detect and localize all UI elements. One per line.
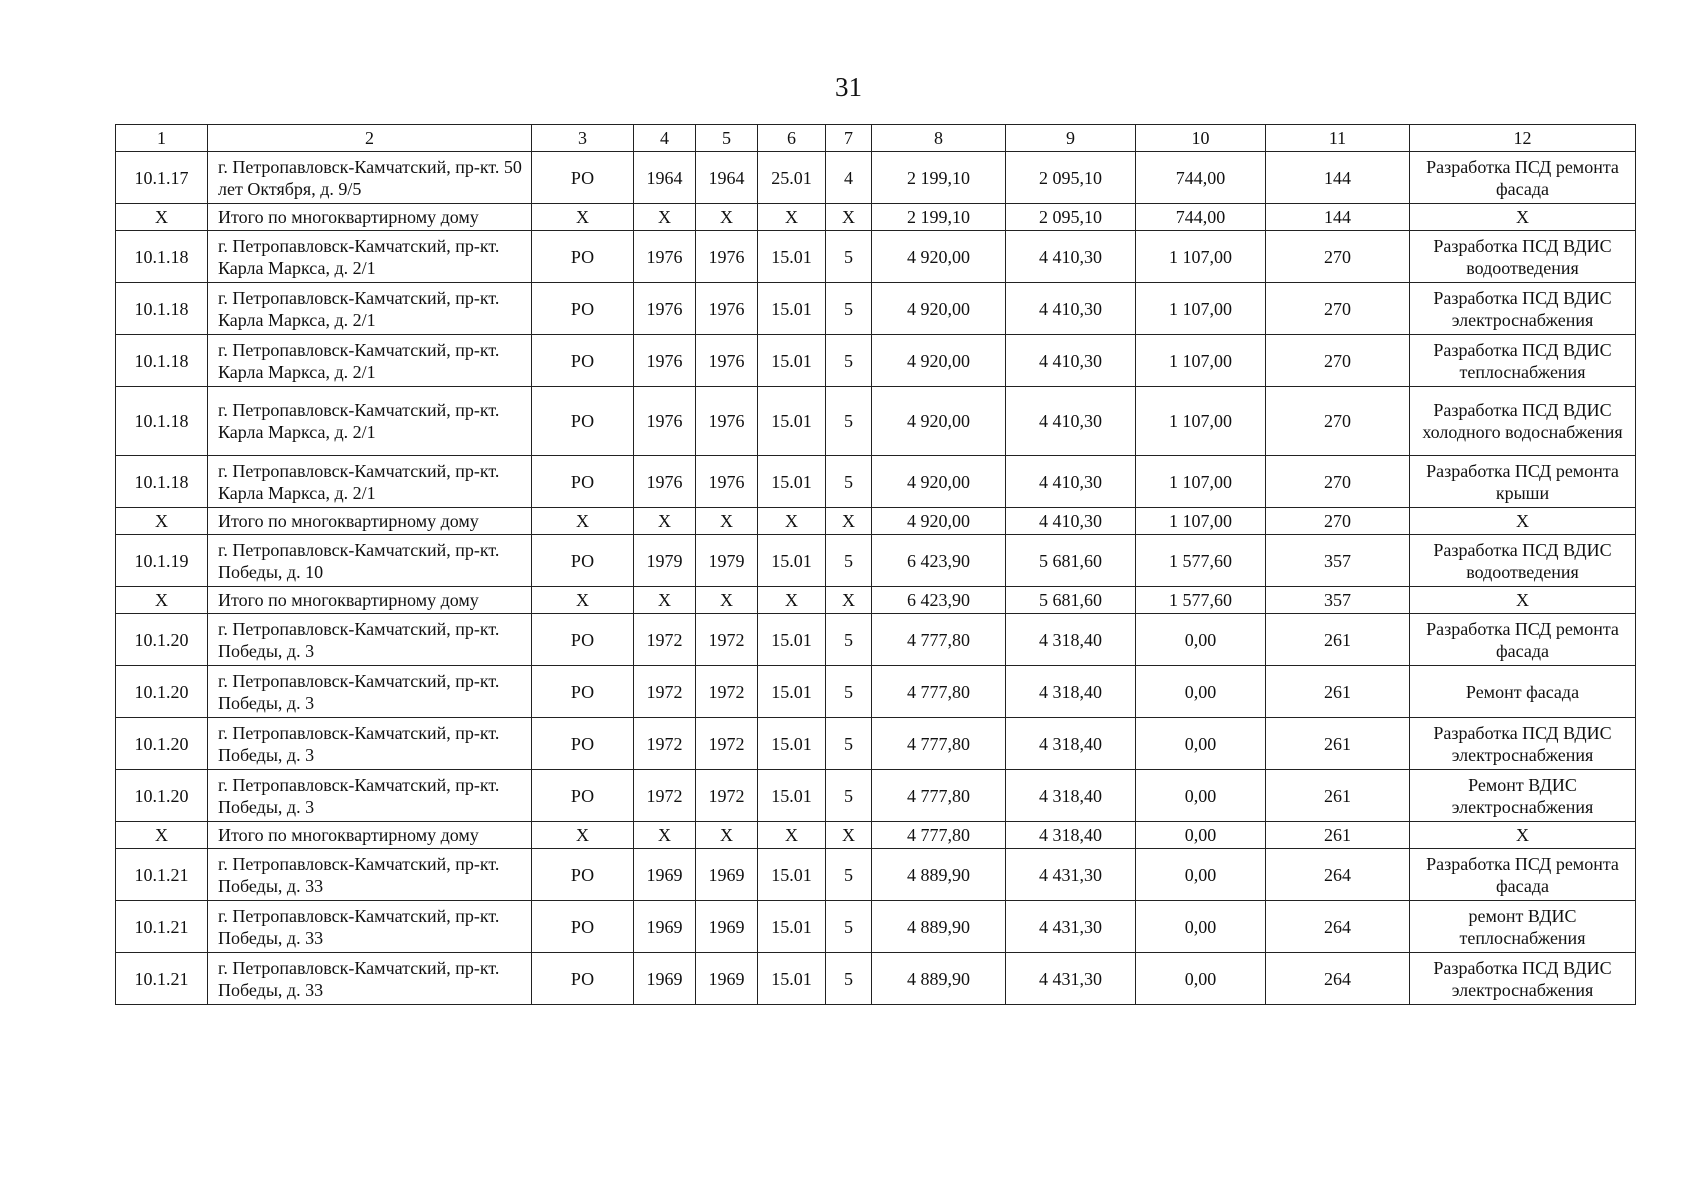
nonresidential-area-cell: 0,00 [1136,901,1266,953]
wall-material-cell: Х [758,587,826,614]
residents-count-cell: 270 [1266,335,1410,387]
floors-cell: 5 [826,953,872,1005]
address-cell: Итого по многоквартирному дому [208,822,532,849]
item-number-cell: 10.1.18 [116,283,208,335]
owner-type-cell: Х [532,822,634,849]
owner-type-cell: РО [532,614,634,666]
nonresidential-area-cell: 1 107,00 [1136,456,1266,508]
owner-type-cell: РО [532,901,634,953]
wall-material-cell: 15.01 [758,387,826,456]
total-area-cell: 4 777,80 [872,718,1006,770]
header-cell: 4 [634,125,696,152]
residential-area-cell: 4 318,40 [1006,822,1136,849]
table-row [116,152,1636,204]
item-number-cell: 10.1.21 [116,953,208,1005]
residential-area-cell: 4 318,40 [1006,718,1136,770]
year-commissioned-cell: 1969 [696,849,758,901]
owner-type-cell: РО [532,849,634,901]
nonresidential-area-cell: 0,00 [1136,614,1266,666]
table-row [116,718,1636,770]
address-cell: г. Петропавловск-Камчатский, пр-кт. Карла Маркса, д. 2/1 [208,335,532,387]
residents-count-cell: 261 [1266,822,1410,849]
floors-cell: 5 [826,614,872,666]
address-cell: Итого по многоквартирному дому [208,587,532,614]
nonresidential-area-cell: 1 107,00 [1136,508,1266,535]
residential-area-cell: 4 318,40 [1006,770,1136,822]
total-area-cell: 4 920,00 [872,335,1006,387]
year-built-cell: Х [634,587,696,614]
work-type-cell: Разработка ПСД ВДИС электроснабжения [1410,953,1636,1005]
wall-material-cell: 15.01 [758,614,826,666]
year-built-cell: Х [634,508,696,535]
header-cell: 7 [826,125,872,152]
residents-count-cell: 264 [1266,849,1410,901]
year-commissioned-cell: 1969 [696,901,758,953]
work-type-cell: Разработка ПСД ВДИС водоотведения [1410,535,1636,587]
table-row [116,231,1636,283]
residential-area-cell: 4 318,40 [1006,614,1136,666]
residents-count-cell: 261 [1266,666,1410,718]
wall-material-cell: 15.01 [758,901,826,953]
nonresidential-area-cell: 744,00 [1136,152,1266,204]
owner-type-cell: РО [532,456,634,508]
nonresidential-area-cell: 1 107,00 [1136,387,1266,456]
wall-material-cell: 15.01 [758,718,826,770]
address-cell: г. Петропавловск-Камчатский, пр-кт. 50 лет Октября, д. 9/5 [208,152,532,204]
total-row [116,587,1636,614]
wall-material-cell: 15.01 [758,456,826,508]
total-row [116,822,1636,849]
nonresidential-area-cell: 0,00 [1136,849,1266,901]
work-type-cell: Х [1410,822,1636,849]
floors-cell: 5 [826,335,872,387]
item-number-cell: 10.1.18 [116,231,208,283]
nonresidential-area-cell: 0,00 [1136,770,1266,822]
work-type-cell: Разработка ПСД ремонта фасада [1410,614,1636,666]
residential-area-cell: 5 681,60 [1006,587,1136,614]
header-cell: 2 [208,125,532,152]
total-area-cell: 4 777,80 [872,614,1006,666]
work-type-cell: Х [1410,204,1636,231]
address-cell: г. Петропавловск-Камчатский, пр-кт. Победы, д. 3 [208,718,532,770]
header-cell: 8 [872,125,1006,152]
total-area-cell: 4 889,90 [872,849,1006,901]
residential-area-cell: 4 410,30 [1006,456,1136,508]
floors-cell: Х [826,822,872,849]
wall-material-cell: 15.01 [758,535,826,587]
nonresidential-area-cell: 1 107,00 [1136,283,1266,335]
wall-material-cell: Х [758,822,826,849]
year-commissioned-cell: 1976 [696,387,758,456]
year-commissioned-cell: 1976 [696,231,758,283]
header-row [116,125,1636,152]
address-cell: г. Петропавловск-Камчатский, пр-кт. Победы, д. 33 [208,849,532,901]
address-cell: г. Петропавловск-Камчатский, пр-кт. Победы, д. 3 [208,614,532,666]
owner-type-cell: РО [532,152,634,204]
work-type-cell: Х [1410,508,1636,535]
residents-count-cell: 270 [1266,231,1410,283]
floors-cell: 5 [826,901,872,953]
address-cell: г. Петропавловск-Камчатский, пр-кт. Карла Маркса, д. 2/1 [208,456,532,508]
floors-cell: Х [826,508,872,535]
header-cell: 3 [532,125,634,152]
nonresidential-area-cell: 1 577,60 [1136,587,1266,614]
work-type-cell: Разработка ПСД ВДИС водоотведения [1410,231,1636,283]
residents-count-cell: 270 [1266,283,1410,335]
floors-cell: 5 [826,770,872,822]
header-cell: 9 [1006,125,1136,152]
floors-cell: 5 [826,283,872,335]
year-built-cell: 1964 [634,152,696,204]
total-area-cell: 4 777,80 [872,666,1006,718]
total-area-cell: 4 920,00 [872,508,1006,535]
owner-type-cell: Х [532,508,634,535]
table-row [116,456,1636,508]
residential-area-cell: 4 431,30 [1006,953,1136,1005]
year-built-cell: 1969 [634,953,696,1005]
year-built-cell: 1972 [634,666,696,718]
work-type-cell: Разработка ПСД ВДИС теплоснабжения [1410,335,1636,387]
work-type-cell: Разработка ПСД ВДИС электроснабжения [1410,718,1636,770]
nonresidential-area-cell: 0,00 [1136,718,1266,770]
residential-area-cell: 4 410,30 [1006,335,1136,387]
year-built-cell: 1976 [634,283,696,335]
wall-material-cell: 15.01 [758,666,826,718]
item-number-cell: 10.1.18 [116,335,208,387]
total-area-cell: 4 777,80 [872,770,1006,822]
residential-area-cell: 4 318,40 [1006,666,1136,718]
table-row [116,335,1636,387]
header-cell: 6 [758,125,826,152]
residential-area-cell: 2 095,10 [1006,152,1136,204]
floors-cell: Х [826,587,872,614]
wall-material-cell: Х [758,508,826,535]
table-row [116,666,1636,718]
owner-type-cell: РО [532,953,634,1005]
item-number-cell: 10.1.17 [116,152,208,204]
year-built-cell: 1972 [634,770,696,822]
nonresidential-area-cell: 1 577,60 [1136,535,1266,587]
item-number-cell: 10.1.20 [116,718,208,770]
nonresidential-area-cell: 1 107,00 [1136,231,1266,283]
total-area-cell: 4 889,90 [872,953,1006,1005]
owner-type-cell: РО [532,231,634,283]
total-row [116,508,1636,535]
table-row [116,283,1636,335]
wall-material-cell: 15.01 [758,953,826,1005]
residents-count-cell: 264 [1266,901,1410,953]
table-row [116,901,1636,953]
year-commissioned-cell: Х [696,822,758,849]
address-cell: г. Петропавловск-Камчатский, пр-кт. Карла Маркса, д. 2/1 [208,231,532,283]
year-commissioned-cell: 1972 [696,770,758,822]
owner-type-cell: РО [532,718,634,770]
year-commissioned-cell: Х [696,587,758,614]
residential-area-cell: 4 410,30 [1006,508,1136,535]
wall-material-cell: 15.01 [758,770,826,822]
page-number: 31 [835,72,862,102]
residents-count-cell: 270 [1266,387,1410,456]
address-cell: г. Петропавловск-Камчатский, пр-кт. Победы, д. 33 [208,953,532,1005]
year-commissioned-cell: 1972 [696,718,758,770]
table-row [116,953,1636,1005]
item-number-cell: Х [116,508,208,535]
floors-cell: 5 [826,849,872,901]
work-type-cell: Разработка ПСД ремонта фасада [1410,849,1636,901]
residents-count-cell: 357 [1266,535,1410,587]
residential-area-cell: 4 410,30 [1006,283,1136,335]
owner-type-cell: Х [532,204,634,231]
total-row [116,204,1636,231]
year-built-cell: 1972 [634,614,696,666]
residential-area-cell: 4 410,30 [1006,231,1136,283]
table-row [116,849,1636,901]
year-built-cell: Х [634,204,696,231]
header-cell: 1 [116,125,208,152]
residents-count-cell: 261 [1266,718,1410,770]
year-commissioned-cell: 1976 [696,456,758,508]
year-built-cell: 1969 [634,849,696,901]
year-built-cell: 1976 [634,335,696,387]
residents-count-cell: 270 [1266,456,1410,508]
item-number-cell: 10.1.18 [116,456,208,508]
year-built-cell: 1969 [634,901,696,953]
owner-type-cell: РО [532,387,634,456]
item-number-cell: 10.1.20 [116,614,208,666]
residents-count-cell: 261 [1266,614,1410,666]
header-cell: 12 [1410,125,1636,152]
work-type-cell: Разработка ПСД ВДИС электроснабжения [1410,283,1636,335]
nonresidential-area-cell: 1 107,00 [1136,335,1266,387]
address-cell: Итого по многоквартирному дому [208,508,532,535]
residents-count-cell: 357 [1266,587,1410,614]
floors-cell: 4 [826,152,872,204]
year-built-cell: 1976 [634,456,696,508]
nonresidential-area-cell: 744,00 [1136,204,1266,231]
total-area-cell: 4 920,00 [872,387,1006,456]
owner-type-cell: РО [532,283,634,335]
address-cell: г. Петропавловск-Камчатский, пр-кт. Карла Маркса, д. 2/1 [208,387,532,456]
item-number-cell: 10.1.20 [116,666,208,718]
work-type-cell: Ремонт фасада [1410,666,1636,718]
floors-cell: 5 [826,666,872,718]
residential-area-cell: 4 410,30 [1006,387,1136,456]
year-commissioned-cell: 1969 [696,953,758,1005]
table-row [116,387,1636,456]
owner-type-cell: РО [532,335,634,387]
item-number-cell: 10.1.21 [116,901,208,953]
address-cell: г. Петропавловск-Камчатский, пр-кт. Победы, д. 33 [208,901,532,953]
owner-type-cell: Х [532,587,634,614]
address-cell: г. Петропавловск-Камчатский, пр-кт. Победы, д. 3 [208,666,532,718]
wall-material-cell: Х [758,204,826,231]
year-commissioned-cell: 1972 [696,666,758,718]
floors-cell: 5 [826,535,872,587]
total-area-cell: 4 920,00 [872,231,1006,283]
item-number-cell: Х [116,822,208,849]
table-row [116,535,1636,587]
year-commissioned-cell: 1972 [696,614,758,666]
owner-type-cell: РО [532,535,634,587]
total-area-cell: 4 920,00 [872,456,1006,508]
table-body [116,125,1636,1005]
total-area-cell: 6 423,90 [872,587,1006,614]
floors-cell: Х [826,204,872,231]
wall-material-cell: 15.01 [758,335,826,387]
residential-area-cell: 2 095,10 [1006,204,1136,231]
work-type-cell: ремонт ВДИС теплоснабжения [1410,901,1636,953]
year-commissioned-cell: 1964 [696,152,758,204]
header-cell: 10 [1136,125,1266,152]
wall-material-cell: 15.01 [758,849,826,901]
total-area-cell: 4 777,80 [872,822,1006,849]
header-cell: 5 [696,125,758,152]
residents-count-cell: 144 [1266,152,1410,204]
item-number-cell: Х [116,204,208,231]
year-built-cell: Х [634,822,696,849]
address-cell: г. Петропавловск-Камчатский, пр-кт. Победы, д. 10 [208,535,532,587]
item-number-cell: 10.1.19 [116,535,208,587]
total-area-cell: 2 199,10 [872,152,1006,204]
year-commissioned-cell: 1976 [696,335,758,387]
address-cell: г. Петропавловск-Камчатский, пр-кт. Победы, д. 3 [208,770,532,822]
total-area-cell: 4 889,90 [872,901,1006,953]
item-number-cell: 10.1.20 [116,770,208,822]
owner-type-cell: РО [532,666,634,718]
address-cell: Итого по многоквартирному дому [208,204,532,231]
year-built-cell: 1976 [634,387,696,456]
residents-count-cell: 261 [1266,770,1410,822]
wall-material-cell: 15.01 [758,283,826,335]
residents-count-cell: 144 [1266,204,1410,231]
wall-material-cell: 25.01 [758,152,826,204]
floors-cell: 5 [826,718,872,770]
total-area-cell: 4 920,00 [872,283,1006,335]
year-built-cell: 1979 [634,535,696,587]
total-area-cell: 6 423,90 [872,535,1006,587]
work-type-cell: Разработка ПСД ремонта фасада [1410,152,1636,204]
table-row [116,614,1636,666]
floors-cell: 5 [826,456,872,508]
residents-count-cell: 264 [1266,953,1410,1005]
residential-area-cell: 5 681,60 [1006,535,1136,587]
nonresidential-area-cell: 0,00 [1136,666,1266,718]
year-built-cell: 1976 [634,231,696,283]
floors-cell: 5 [826,231,872,283]
year-built-cell: 1972 [634,718,696,770]
year-commissioned-cell: 1976 [696,283,758,335]
residents-count-cell: 270 [1266,508,1410,535]
residential-area-cell: 4 431,30 [1006,901,1136,953]
address-cell: г. Петропавловск-Камчатский, пр-кт. Карла Маркса, д. 2/1 [208,283,532,335]
nonresidential-area-cell: 0,00 [1136,822,1266,849]
year-commissioned-cell: Х [696,204,758,231]
table-row [116,770,1636,822]
residential-area-cell: 4 431,30 [1006,849,1136,901]
total-area-cell: 2 199,10 [872,204,1006,231]
floors-cell: 5 [826,387,872,456]
housing-repair-table [115,124,1636,1005]
item-number-cell: 10.1.18 [116,387,208,456]
owner-type-cell: РО [532,770,634,822]
year-commissioned-cell: Х [696,508,758,535]
work-type-cell: Ремонт ВДИС электроснабжения [1410,770,1636,822]
work-type-cell: Разработка ПСД ВДИС холодного водоснабжения [1410,387,1636,456]
nonresidential-area-cell: 0,00 [1136,953,1266,1005]
work-type-cell: Х [1410,587,1636,614]
work-type-cell: Разработка ПСД ремонта крыши [1410,456,1636,508]
header-cell: 11 [1266,125,1410,152]
item-number-cell: 10.1.21 [116,849,208,901]
wall-material-cell: 15.01 [758,231,826,283]
item-number-cell: Х [116,587,208,614]
year-commissioned-cell: 1979 [696,535,758,587]
